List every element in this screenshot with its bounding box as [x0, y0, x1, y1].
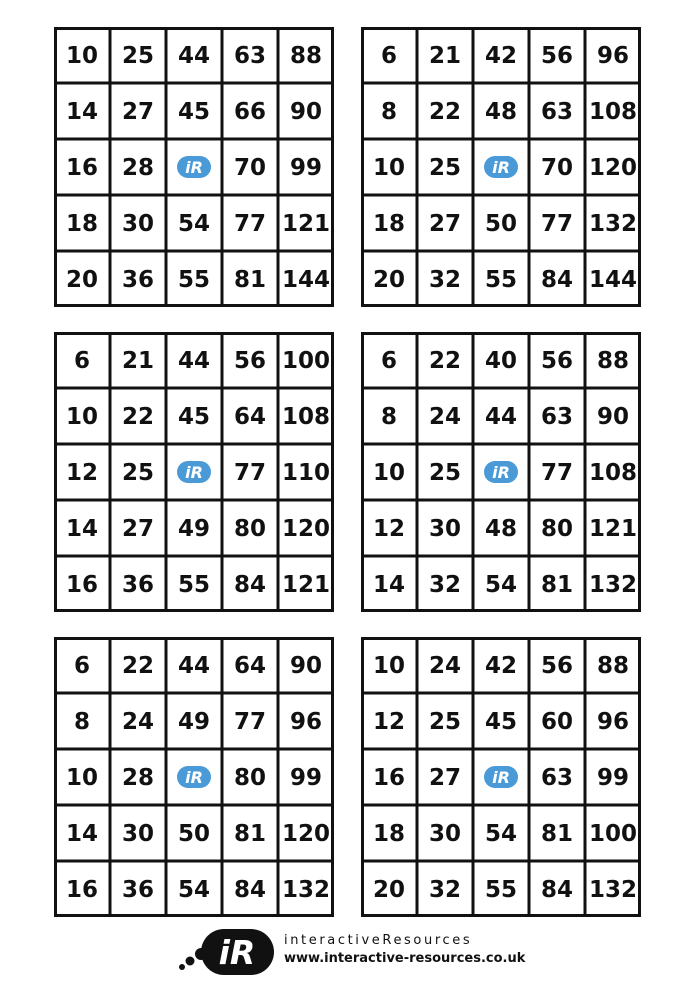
cell-number: 99: [289, 155, 323, 181]
cell-number: 30: [428, 821, 462, 847]
bingo-card-4: [361, 332, 641, 612]
cell-number: 120: [588, 155, 638, 181]
cell-number: 18: [372, 821, 406, 847]
cell-number: 14: [372, 572, 406, 598]
cell-number: 70: [540, 155, 574, 181]
cell-number: 100: [281, 348, 331, 374]
cell-number: 28: [121, 765, 155, 791]
cell-number: 90: [289, 99, 323, 125]
cell-number: 49: [177, 516, 211, 542]
cell-number: 6: [73, 348, 91, 374]
cell-number: 77: [233, 211, 267, 237]
cell-number: 120: [281, 821, 331, 847]
cell-number: 54: [484, 572, 518, 598]
cell-number: 132: [281, 877, 331, 903]
bingo-card-1: [54, 27, 334, 307]
free-space-logo-icon: [177, 461, 211, 483]
cell-number: 84: [233, 572, 267, 598]
cell-number: 108: [281, 404, 331, 430]
cell-number: 24: [428, 404, 462, 430]
cell-number: 12: [372, 709, 406, 735]
cell-number: 22: [121, 404, 155, 430]
cell-number: 25: [428, 709, 462, 735]
cell-number: 24: [428, 653, 462, 679]
cell-number: 30: [428, 516, 462, 542]
cell-number: 20: [372, 267, 406, 293]
cell-number: 132: [588, 211, 638, 237]
cell-number: 44: [177, 348, 211, 374]
cell-number: 6: [73, 653, 91, 679]
cell-number: 56: [540, 43, 574, 69]
cell-number: 55: [484, 267, 518, 293]
cell-number: 48: [484, 99, 518, 125]
cell-number: 16: [65, 572, 99, 598]
cell-number: 22: [121, 653, 155, 679]
cell-number: 10: [372, 653, 406, 679]
cell-number: 96: [596, 43, 630, 69]
cell-number: 36: [121, 267, 155, 293]
cell-number: 90: [596, 404, 630, 430]
cell-number: 81: [540, 821, 574, 847]
cell-number: 64: [233, 653, 267, 679]
cell-number: 81: [540, 572, 574, 598]
cell-number: 36: [121, 877, 155, 903]
cell-number: 88: [596, 348, 630, 374]
cell-number: 110: [281, 460, 331, 486]
cell-number: 20: [65, 267, 99, 293]
bingo-card-2: [361, 27, 641, 307]
cell-number: 30: [121, 211, 155, 237]
bingo-card-5: [54, 637, 334, 917]
cell-number: 8: [73, 709, 91, 735]
cell-number: 54: [177, 211, 211, 237]
cell-number: 80: [233, 765, 267, 791]
cell-number: 81: [233, 267, 267, 293]
cell-number: 81: [233, 821, 267, 847]
free-space-logo-icon: [484, 156, 518, 178]
cell-number: 54: [177, 877, 211, 903]
free-space-logo-text: iR: [185, 158, 203, 177]
free-space-logo-icon: [484, 766, 518, 788]
cell-number: 45: [177, 404, 211, 430]
cell-number: 32: [428, 877, 462, 903]
cell-number: 45: [484, 709, 518, 735]
cell-number: 6: [380, 348, 398, 374]
cell-number: 14: [65, 516, 99, 542]
cell-number: 25: [428, 155, 462, 181]
cell-number: 54: [484, 821, 518, 847]
cell-number: 56: [233, 348, 267, 374]
cell-number: 32: [428, 572, 462, 598]
footer-logo-text: iR: [218, 933, 256, 972]
cell-number: 66: [233, 99, 267, 125]
cell-number: 88: [596, 653, 630, 679]
cell-number: 60: [540, 709, 574, 735]
cell-number: 42: [484, 653, 518, 679]
cell-number: 77: [540, 460, 574, 486]
cell-number: 12: [65, 460, 99, 486]
cell-number: 108: [588, 460, 638, 486]
cell-number: 55: [177, 267, 211, 293]
cell-number: 80: [540, 516, 574, 542]
cell-number: 63: [233, 43, 267, 69]
cell-number: 121: [281, 572, 331, 598]
free-space-logo-icon: [177, 156, 211, 178]
cell-number: 44: [177, 43, 211, 69]
cell-number: 63: [540, 404, 574, 430]
cell-number: 16: [65, 155, 99, 181]
cell-number: 100: [588, 821, 638, 847]
cell-number: 28: [121, 155, 155, 181]
free-space-logo-text: iR: [492, 768, 510, 787]
cell-number: 121: [588, 516, 638, 542]
cell-number: 64: [233, 404, 267, 430]
cell-number: 56: [540, 653, 574, 679]
cell-number: 77: [540, 211, 574, 237]
cell-number: 120: [281, 516, 331, 542]
cell-number: 10: [65, 404, 99, 430]
cell-number: 27: [428, 211, 462, 237]
cell-number: 10: [372, 460, 406, 486]
free-space-logo-text: iR: [185, 768, 203, 787]
cell-number: 99: [289, 765, 323, 791]
cell-number: 25: [121, 460, 155, 486]
cell-number: 99: [596, 765, 630, 791]
cell-number: 96: [289, 709, 323, 735]
cell-number: 21: [428, 43, 462, 69]
cell-number: 50: [177, 821, 211, 847]
cell-number: 96: [596, 709, 630, 735]
cell-number: 18: [372, 211, 406, 237]
cell-number: 20: [372, 877, 406, 903]
cell-number: 84: [233, 877, 267, 903]
free-space-logo-icon: [484, 461, 518, 483]
cell-number: 77: [233, 709, 267, 735]
cell-number: 44: [484, 404, 518, 430]
cell-number: 32: [428, 267, 462, 293]
cell-number: 56: [540, 348, 574, 374]
cell-number: 70: [233, 155, 267, 181]
free-space-logo-icon: [177, 766, 211, 788]
cell-number: 121: [281, 211, 331, 237]
cell-number: 144: [281, 267, 331, 293]
cell-number: 144: [588, 267, 638, 293]
cell-number: 22: [428, 348, 462, 374]
cell-number: 25: [121, 43, 155, 69]
bingo-grid: [54, 637, 334, 917]
cell-number: 18: [65, 211, 99, 237]
cell-number: 27: [121, 99, 155, 125]
bingo-card-6: [361, 637, 641, 917]
ir-logo-icon: [178, 927, 278, 981]
cell-number: 90: [289, 653, 323, 679]
bingo-grid: [54, 27, 334, 307]
cell-number: 36: [121, 572, 155, 598]
cell-number: 55: [177, 572, 211, 598]
cell-number: 21: [121, 348, 155, 374]
website-url: www.interactive-resources.co.uk: [284, 951, 526, 966]
free-space-logo-text: iR: [185, 463, 203, 482]
cell-number: 84: [540, 877, 574, 903]
cell-number: 88: [289, 43, 323, 69]
cell-number: 8: [380, 404, 398, 430]
cell-number: 40: [484, 348, 518, 374]
cell-number: 27: [428, 765, 462, 791]
cell-number: 30: [121, 821, 155, 847]
cell-number: 22: [428, 99, 462, 125]
cell-number: 42: [484, 43, 518, 69]
cell-number: 27: [121, 516, 155, 542]
cell-number: 132: [588, 877, 638, 903]
brand-name: interactiveResources: [284, 933, 473, 948]
bingo-grid: [361, 637, 641, 917]
cell-number: 10: [65, 765, 99, 791]
free-space-logo-text: iR: [492, 158, 510, 177]
footer: [178, 927, 538, 983]
cell-number: 6: [380, 43, 398, 69]
cell-number: 55: [484, 877, 518, 903]
cell-number: 44: [177, 653, 211, 679]
cell-number: 12: [372, 516, 406, 542]
cell-number: 63: [540, 99, 574, 125]
cell-number: 16: [65, 877, 99, 903]
cell-number: 80: [233, 516, 267, 542]
cell-number: 10: [372, 155, 406, 181]
cell-number: 50: [484, 211, 518, 237]
cell-number: 10: [65, 43, 99, 69]
cell-number: 25: [428, 460, 462, 486]
free-space-logo-text: iR: [492, 463, 510, 482]
cell-number: 14: [65, 821, 99, 847]
cell-number: 14: [65, 99, 99, 125]
bingo-grid: [361, 27, 641, 307]
bingo-grid: [54, 332, 334, 612]
cell-number: 48: [484, 516, 518, 542]
cell-number: 132: [588, 572, 638, 598]
cell-number: 63: [540, 765, 574, 791]
cell-number: 84: [540, 267, 574, 293]
cell-number: 77: [233, 460, 267, 486]
cell-number: 49: [177, 709, 211, 735]
cell-number: 8: [380, 99, 398, 125]
cell-number: 16: [372, 765, 406, 791]
cell-number: 108: [588, 99, 638, 125]
cell-number: 24: [121, 709, 155, 735]
bingo-card-3: [54, 332, 334, 612]
bingo-grid: [361, 332, 641, 612]
cell-number: 45: [177, 99, 211, 125]
